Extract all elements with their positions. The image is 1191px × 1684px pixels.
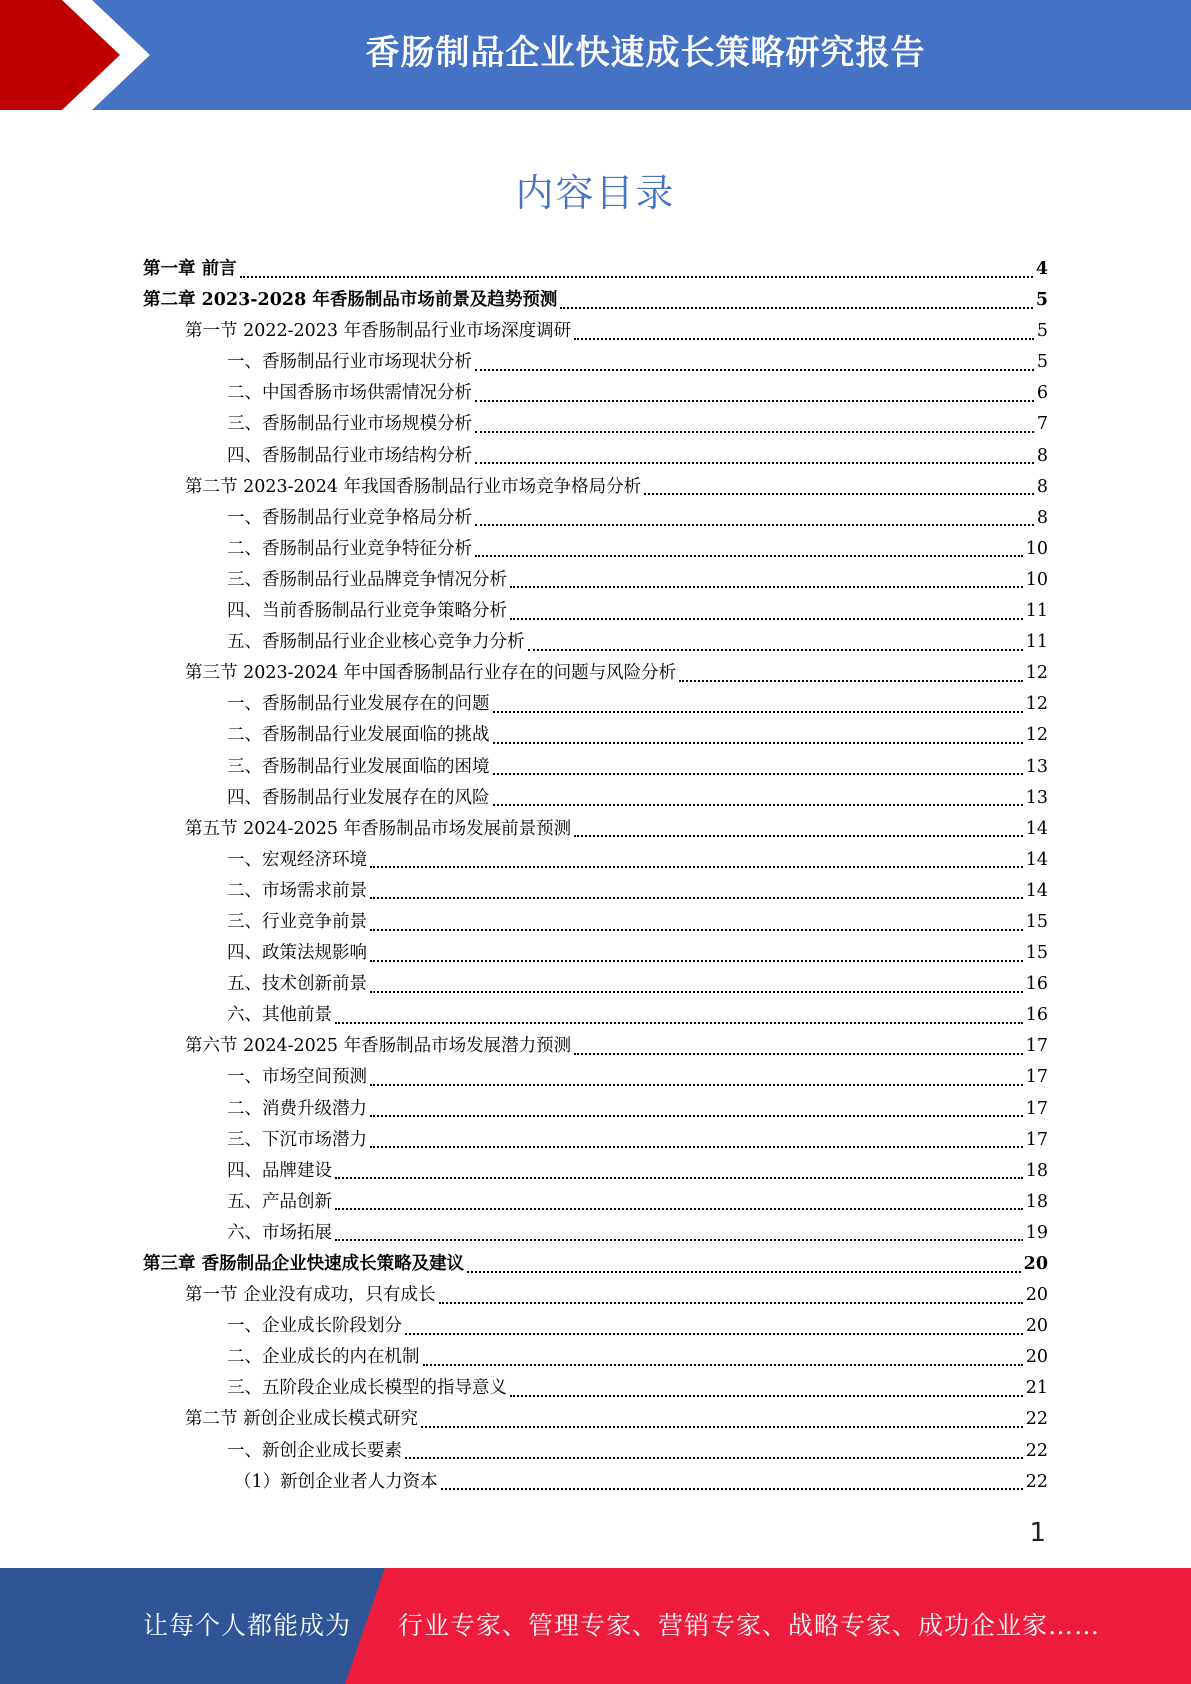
toc-entry-title: 二、消费升级潜力 xyxy=(227,1098,367,1119)
toc-entry-page: 13 xyxy=(1025,756,1048,777)
toc-entry[interactable] xyxy=(143,441,1048,472)
toc-leader-dots xyxy=(475,462,1034,464)
toc-leader-dots xyxy=(439,1302,1023,1304)
toc-entry-title: 六、其他前景 xyxy=(227,1005,332,1026)
toc-leader-dots xyxy=(441,1488,1023,1490)
toc-entry-page: 15 xyxy=(1025,911,1048,932)
toc-entry-title: 一、香肠制品行业发展存在的问题 xyxy=(227,694,490,715)
toc-entry-page: 16 xyxy=(1025,1005,1048,1026)
toc-entry-title: 四、香肠制品行业市场结构分析 xyxy=(227,445,472,466)
toc-entry-title: 四、香肠制品行业发展存在的风险 xyxy=(227,787,490,808)
toc-leader-dots xyxy=(475,555,1023,557)
toc-title: 内容目录 xyxy=(515,171,676,215)
toc-entry-page: 5 xyxy=(1035,290,1048,311)
toc-entry-page: 16 xyxy=(1025,974,1048,995)
toc-entry-title: 第五节 2024-2025 年香肠制品市场发展前景预测 xyxy=(185,818,572,839)
toc-entry-title: 三、五阶段企业成长模型的指导意义 xyxy=(227,1378,507,1399)
toc-entry[interactable] xyxy=(143,1187,1048,1218)
toc-entry[interactable] xyxy=(143,503,1048,534)
toc-entry-page: 20 xyxy=(1025,1316,1048,1337)
toc-entry-page: 14 xyxy=(1025,849,1048,870)
toc-entry-page: 6 xyxy=(1036,383,1048,404)
toc-entry-title: 二、中国香肠市场供需情况分析 xyxy=(227,383,472,404)
toc-entry-page: 15 xyxy=(1025,943,1048,964)
toc-entry-page: 20 xyxy=(1025,1347,1048,1368)
toc-leader-dots xyxy=(475,524,1034,526)
toc-entry-page: 19 xyxy=(1025,1222,1048,1243)
toc-entry-page: 4 xyxy=(1035,259,1048,279)
header-banner xyxy=(0,0,1191,110)
toc-entry-title: 二、市场需求前景 xyxy=(227,880,367,901)
toc-entry-title: 二、香肠制品行业发展面临的挑战 xyxy=(227,725,490,746)
toc-entry-page: 10 xyxy=(1025,569,1048,590)
toc-entry-title: 三、香肠制品行业品牌竞争情况分析 xyxy=(227,569,507,590)
toc-entry-title: 第六节 2024-2025 年香肠制品市场发展潜力预测 xyxy=(185,1036,572,1057)
toc-entry[interactable] xyxy=(143,1000,1048,1031)
toc-entry-title: 三、行业竞争前景 xyxy=(227,911,367,932)
toc-entry[interactable] xyxy=(143,1249,1048,1280)
toc-leader-dots xyxy=(370,1084,1023,1086)
toc-entry-title: 一、企业成长阶段划分 xyxy=(227,1316,402,1337)
toc-entry-title: 一、新创企业成长要素 xyxy=(227,1440,402,1461)
toc-entry[interactable] xyxy=(143,1467,1048,1498)
toc-entry[interactable] xyxy=(143,876,1048,907)
toc-leader-dots xyxy=(335,1022,1023,1024)
toc-entry[interactable] xyxy=(143,1062,1048,1093)
toc-entry[interactable] xyxy=(143,534,1048,565)
toc-entry[interactable] xyxy=(143,1311,1048,1342)
toc-entry-page: 20 xyxy=(1023,1254,1048,1274)
toc-entry-page: 12 xyxy=(1025,694,1048,715)
toc-entry-title: 三、下沉市场潜力 xyxy=(227,1129,367,1150)
toc-entry[interactable] xyxy=(143,347,1048,378)
toc-entry-title: （1）新创企业者人力资本 xyxy=(234,1471,438,1492)
toc-leader-dots xyxy=(574,1053,1023,1055)
toc-entry-title: 一、宏观经济环境 xyxy=(227,849,367,870)
toc-entry-title: 第三章 香肠制品企业快速成长策略及建议 xyxy=(143,1254,465,1274)
toc-entry-title: 五、技术创新前景 xyxy=(227,974,367,995)
toc-leader-dots xyxy=(405,1457,1023,1459)
toc-entry-title: 四、当前香肠制品行业竞争策略分析 xyxy=(227,601,507,622)
toc-entry-page: 17 xyxy=(1025,1067,1048,1088)
toc-leader-dots xyxy=(423,1364,1023,1366)
toc-leader-dots xyxy=(405,1333,1023,1335)
toc-entry-title: 第二节 新创企业成长模式研究 xyxy=(185,1409,419,1430)
toc-leader-dots xyxy=(475,431,1034,433)
toc-entry[interactable] xyxy=(143,658,1048,689)
toc-entry-page: 11 xyxy=(1025,601,1048,622)
toc-entry-title: 四、政策法规影响 xyxy=(227,943,367,964)
toc-leader-dots xyxy=(370,960,1023,962)
toc-entry[interactable] xyxy=(143,1031,1048,1062)
toc-entry[interactable] xyxy=(143,409,1048,440)
toc-entry-title: 二、企业成长的内在机制 xyxy=(227,1347,420,1368)
toc-entry[interactable] xyxy=(143,1404,1048,1435)
toc-entry-page: 12 xyxy=(1025,725,1048,746)
toc-entry-page: 17 xyxy=(1025,1129,1048,1150)
toc-entry-title: 二、香肠制品行业竞争特征分析 xyxy=(227,538,472,559)
toc-entry[interactable] xyxy=(143,254,1048,285)
toc-entry[interactable] xyxy=(143,1094,1048,1125)
toc-leader-dots xyxy=(679,680,1023,682)
toc-leader-dots xyxy=(528,649,1023,651)
toc-leader-dots xyxy=(335,1208,1023,1210)
toc-entry-title: 三、香肠制品行业发展面临的困境 xyxy=(227,756,490,777)
toc-leader-dots xyxy=(370,991,1023,993)
toc-entry-title: 三、香肠制品行业市场规模分析 xyxy=(227,414,472,435)
toc-entry[interactable] xyxy=(143,938,1048,969)
toc-entry[interactable] xyxy=(143,1373,1048,1404)
toc-leader-dots xyxy=(560,307,1032,309)
toc-entry[interactable] xyxy=(143,285,1048,316)
toc-entry-page: 14 xyxy=(1025,818,1048,839)
toc-entry[interactable] xyxy=(143,814,1048,845)
toc-entry-page: 20 xyxy=(1025,1285,1048,1306)
toc-entry-page: 8 xyxy=(1036,476,1048,497)
toc-entry-page: 22 xyxy=(1025,1440,1048,1461)
toc-leader-dots xyxy=(510,618,1023,620)
toc-entry-title: 六、市场拓展 xyxy=(227,1222,332,1243)
toc-entry-page: 22 xyxy=(1025,1471,1048,1492)
toc-entry[interactable] xyxy=(143,1125,1048,1156)
toc-entry-page: 17 xyxy=(1025,1036,1048,1057)
toc-entry-page: 13 xyxy=(1025,787,1048,808)
toc-entry[interactable] xyxy=(143,845,1048,876)
toc-entry-title: 第一节 2022-2023 年香肠制品行业市场深度调研 xyxy=(185,321,572,342)
toc-entry-page: 22 xyxy=(1025,1409,1048,1430)
toc-entry-title: 四、品牌建设 xyxy=(227,1160,332,1181)
toc-leader-dots xyxy=(493,711,1023,713)
footer-banner xyxy=(0,1568,1191,1684)
toc-entry-page: 8 xyxy=(1036,445,1048,466)
toc-entry-title: 第二章 2023-2028 年香肠制品市场前景及趋势预测 xyxy=(143,290,558,311)
toc-leader-dots xyxy=(493,773,1023,775)
toc-entry-title: 第一章 前言 xyxy=(143,259,237,279)
toc-leader-dots xyxy=(370,1115,1023,1117)
toc-entry-title: 一、市场空间预测 xyxy=(227,1067,367,1088)
toc-entry[interactable] xyxy=(143,316,1048,347)
toc-entry[interactable] xyxy=(143,1280,1048,1311)
toc-entry[interactable] xyxy=(143,907,1048,938)
toc-entry-title: 第一节 企业没有成功，只有成长 xyxy=(185,1285,436,1306)
toc-leader-dots xyxy=(370,929,1023,931)
toc-entry[interactable] xyxy=(143,1156,1048,1187)
toc-leader-dots xyxy=(370,1146,1023,1148)
toc-leader-dots xyxy=(493,742,1023,744)
toc-leader-dots xyxy=(475,400,1034,402)
toc-entry-page: 17 xyxy=(1025,1098,1048,1119)
toc-entry-page: 7 xyxy=(1036,414,1048,435)
toc-entry-page: 11 xyxy=(1025,632,1048,653)
toc-leader-dots xyxy=(510,586,1023,588)
toc-entry[interactable] xyxy=(143,565,1048,596)
toc-entry[interactable] xyxy=(143,596,1048,627)
toc-entry-page: 21 xyxy=(1025,1378,1048,1399)
report-title: 香肠制品企业快速成长策略研究报告 xyxy=(365,33,926,73)
toc-entry-title: 一、香肠制品行业市场现状分析 xyxy=(227,352,472,373)
toc-entry-page: 10 xyxy=(1025,538,1048,559)
toc-leader-dots xyxy=(467,1271,1021,1273)
toc-entry[interactable] xyxy=(143,1436,1048,1467)
toc-leader-dots xyxy=(510,1395,1023,1397)
toc-entry[interactable] xyxy=(143,472,1048,503)
toc-leader-dots xyxy=(644,493,1034,495)
toc-leader-dots xyxy=(240,276,1033,278)
toc-leader-dots xyxy=(335,1177,1023,1179)
toc-leader-dots xyxy=(370,897,1023,899)
page-number: 1 xyxy=(1029,1518,1046,1548)
toc-leader-dots xyxy=(574,338,1034,340)
toc-entry-page: 12 xyxy=(1025,663,1048,684)
toc-entry-title: 五、香肠制品行业企业核心竞争力分析 xyxy=(227,632,525,653)
toc-entry-page: 14 xyxy=(1025,880,1048,901)
toc-entry[interactable] xyxy=(143,783,1048,814)
toc-leader-dots xyxy=(475,369,1034,371)
toc-leader-dots xyxy=(370,866,1023,868)
toc-entry[interactable] xyxy=(143,752,1048,783)
footer-slogan-left: 让每个人都能成为 xyxy=(143,1611,352,1640)
toc-entry-title: 第二节 2023-2024 年我国香肠制品行业市场竞争格局分析 xyxy=(185,476,642,497)
toc-entry[interactable] xyxy=(143,689,1048,720)
toc-entry-page: 18 xyxy=(1025,1191,1048,1212)
toc-entry[interactable] xyxy=(143,627,1048,658)
toc-leader-dots xyxy=(574,835,1023,837)
toc-entry[interactable] xyxy=(143,378,1048,409)
toc-entry-page: 5 xyxy=(1036,352,1048,373)
toc-entry-page: 5 xyxy=(1036,321,1048,342)
toc-entry-title: 五、产品创新 xyxy=(227,1191,332,1212)
toc-leader-dots xyxy=(493,804,1023,806)
toc-entry-title: 一、香肠制品行业竞争格局分析 xyxy=(227,507,472,528)
toc-entry[interactable] xyxy=(143,1342,1048,1373)
toc-leader-dots xyxy=(421,1426,1023,1428)
table-of-contents xyxy=(143,254,1048,1498)
toc-entry-page: 18 xyxy=(1025,1160,1048,1181)
footer-slogan-right: 行业专家、管理专家、营销专家、战略专家、成功企业家…… xyxy=(398,1611,1101,1640)
toc-entry[interactable] xyxy=(143,1218,1048,1249)
toc-entry-page: 8 xyxy=(1036,507,1048,528)
toc-entry[interactable] xyxy=(143,969,1048,1000)
toc-entry-title: 第三节 2023-2024 年中国香肠制品行业存在的问题与风险分析 xyxy=(185,663,677,684)
toc-entry[interactable] xyxy=(143,720,1048,751)
toc-leader-dots xyxy=(335,1239,1023,1241)
